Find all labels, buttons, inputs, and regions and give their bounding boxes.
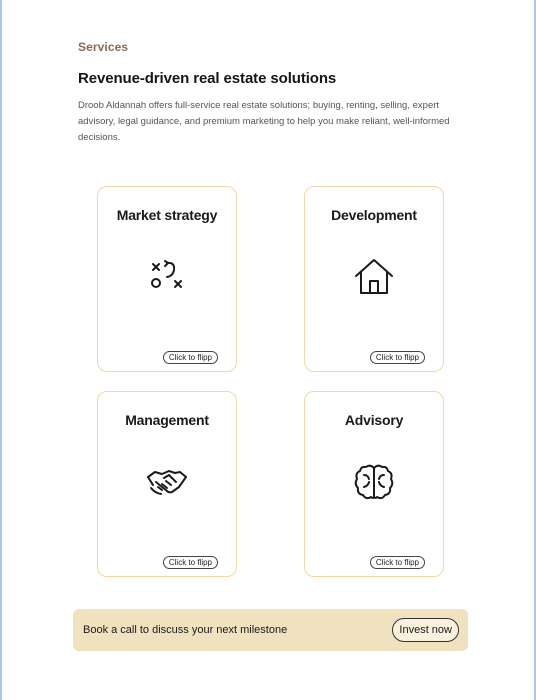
flip-button[interactable]: Click to flipp bbox=[163, 351, 218, 364]
card-title: Management bbox=[125, 412, 209, 428]
cta-text: Book a call to discuss your next milestone bbox=[83, 624, 288, 636]
house-icon bbox=[352, 255, 396, 299]
section-title: Revenue-driven real estate solutions bbox=[78, 70, 337, 87]
card-title: Market strategy bbox=[116, 207, 218, 223]
strategy-icon bbox=[145, 255, 189, 299]
flip-button[interactable]: Click to flipp bbox=[370, 351, 425, 364]
brain-icon bbox=[352, 460, 396, 504]
flip-button[interactable]: Click to flipp bbox=[370, 556, 425, 569]
invest-now-button[interactable]: Invest now bbox=[392, 618, 459, 642]
flip-button[interactable]: Click to flipp bbox=[163, 556, 218, 569]
section-description: Droob Aldannah offers full-service real estate solutions; buying, renting, selling, expert advisory, legal guidance, and premium marketing to help you make reliant, well-informed decisions. bbox=[78, 100, 450, 143]
service-card-advisory[interactable] bbox=[304, 391, 444, 577]
service-card-management[interactable] bbox=[97, 391, 237, 577]
cta-banner bbox=[73, 609, 468, 651]
handshake-icon bbox=[145, 460, 189, 504]
section-eyebrow: Services bbox=[78, 40, 129, 54]
card-title: Development bbox=[331, 207, 417, 223]
service-card-market-strategy[interactable] bbox=[97, 186, 237, 372]
service-card-development[interactable] bbox=[304, 186, 444, 372]
card-title: Advisory bbox=[344, 412, 404, 428]
